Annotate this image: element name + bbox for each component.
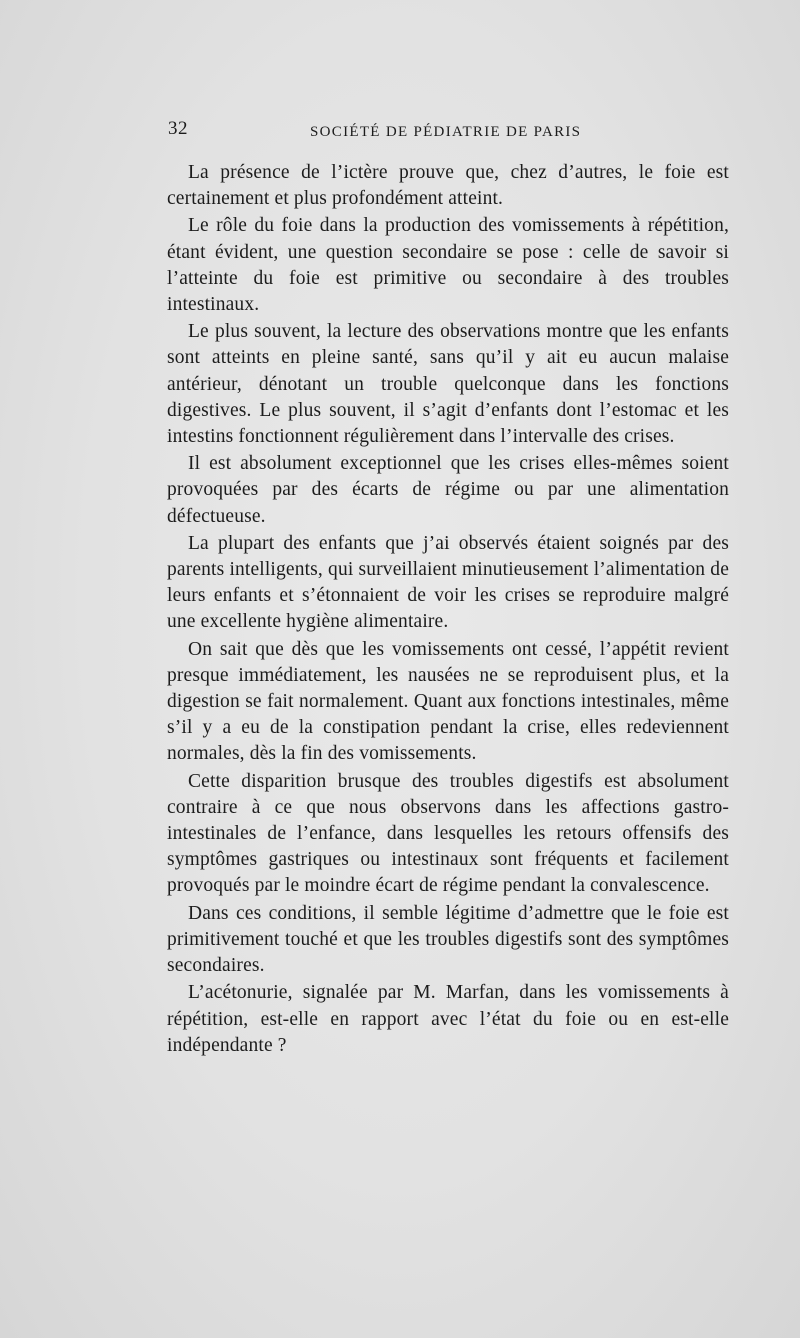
paragraph: Le rôle du foie dans la production des vomissements à répétition, étant évident, une question secondaire se pose : celle de savoir si l’atteinte du foie est primitive ou secondaire à des troubles intestinaux. xyxy=(167,215,729,316)
paragraph: Le plus souvent, la lecture des observations montre que les enfants sont atteints en pleine santé, sans qu’il y ait eu aucun malaise antérieur, dénotant un trouble quelconque dans les fonctions digestives. Le plus souvent, il s’agit d’enfants dont l’estomac et les intestins fonctionnent régulièrement dans l’intervalle des crises. xyxy=(167,321,729,448)
page-header xyxy=(168,118,728,148)
paragraph: L’acétonurie, signalée par M. Marfan, dans les vomissements à répétition, est-elle en rapport avec l’état du foie ou en est-elle indépendante ? xyxy=(167,982,729,1056)
paragraph: On sait que dès que les vomissements ont cessé, l’appétit revient presque immédiatement, les nausées ne se reproduisent plus, et la digestion se fait normalement. Quant aux fonctions intestinales, même s’il y a eu de la constipation pendant la crise, elles redeviennent normales, dès la fin des vomissements. xyxy=(167,638,729,765)
paragraph: Dans ces conditions, il semble légitime d’admettre que le foie est primitivement touché et que les troubles digestifs sont des symptômes secondaires. xyxy=(167,902,729,977)
body-text xyxy=(167,160,729,1060)
paragraph: La plupart des enfants que j’ai observés étaient soignés par des parents intelligents, qui surveillaient minutieusement l’alimentation de leurs enfants et s’étonnaient de voir les crises se reproduire malgré une excellente hygiène alimentaire. xyxy=(167,532,729,633)
running-title: SOCIÉTÉ DE PÉDIATRIE DE PARIS xyxy=(310,124,582,140)
paragraph: La présence de l’ictère prouve que, chez d’autres, le foie est certainement et plus profondément atteint. xyxy=(167,162,729,210)
paragraph: Il est absolument exceptionnel que les crises elles-mêmes soient provoquées par des écarts de régime ou par une alimentation défectueuse. xyxy=(167,453,729,527)
page-number: 32 xyxy=(168,118,188,139)
paragraph: Cette disparition brusque des troubles digestifs est absolument contraire à ce que nous observons dans les affections gastro-intestinales de l’enfance, dans lesquelles les retours offensifs des symptômes gastriques ou intestinaux sont fréquents et facilement provoqués par le moindre écart de régime pendant la convalescence. xyxy=(167,770,729,897)
